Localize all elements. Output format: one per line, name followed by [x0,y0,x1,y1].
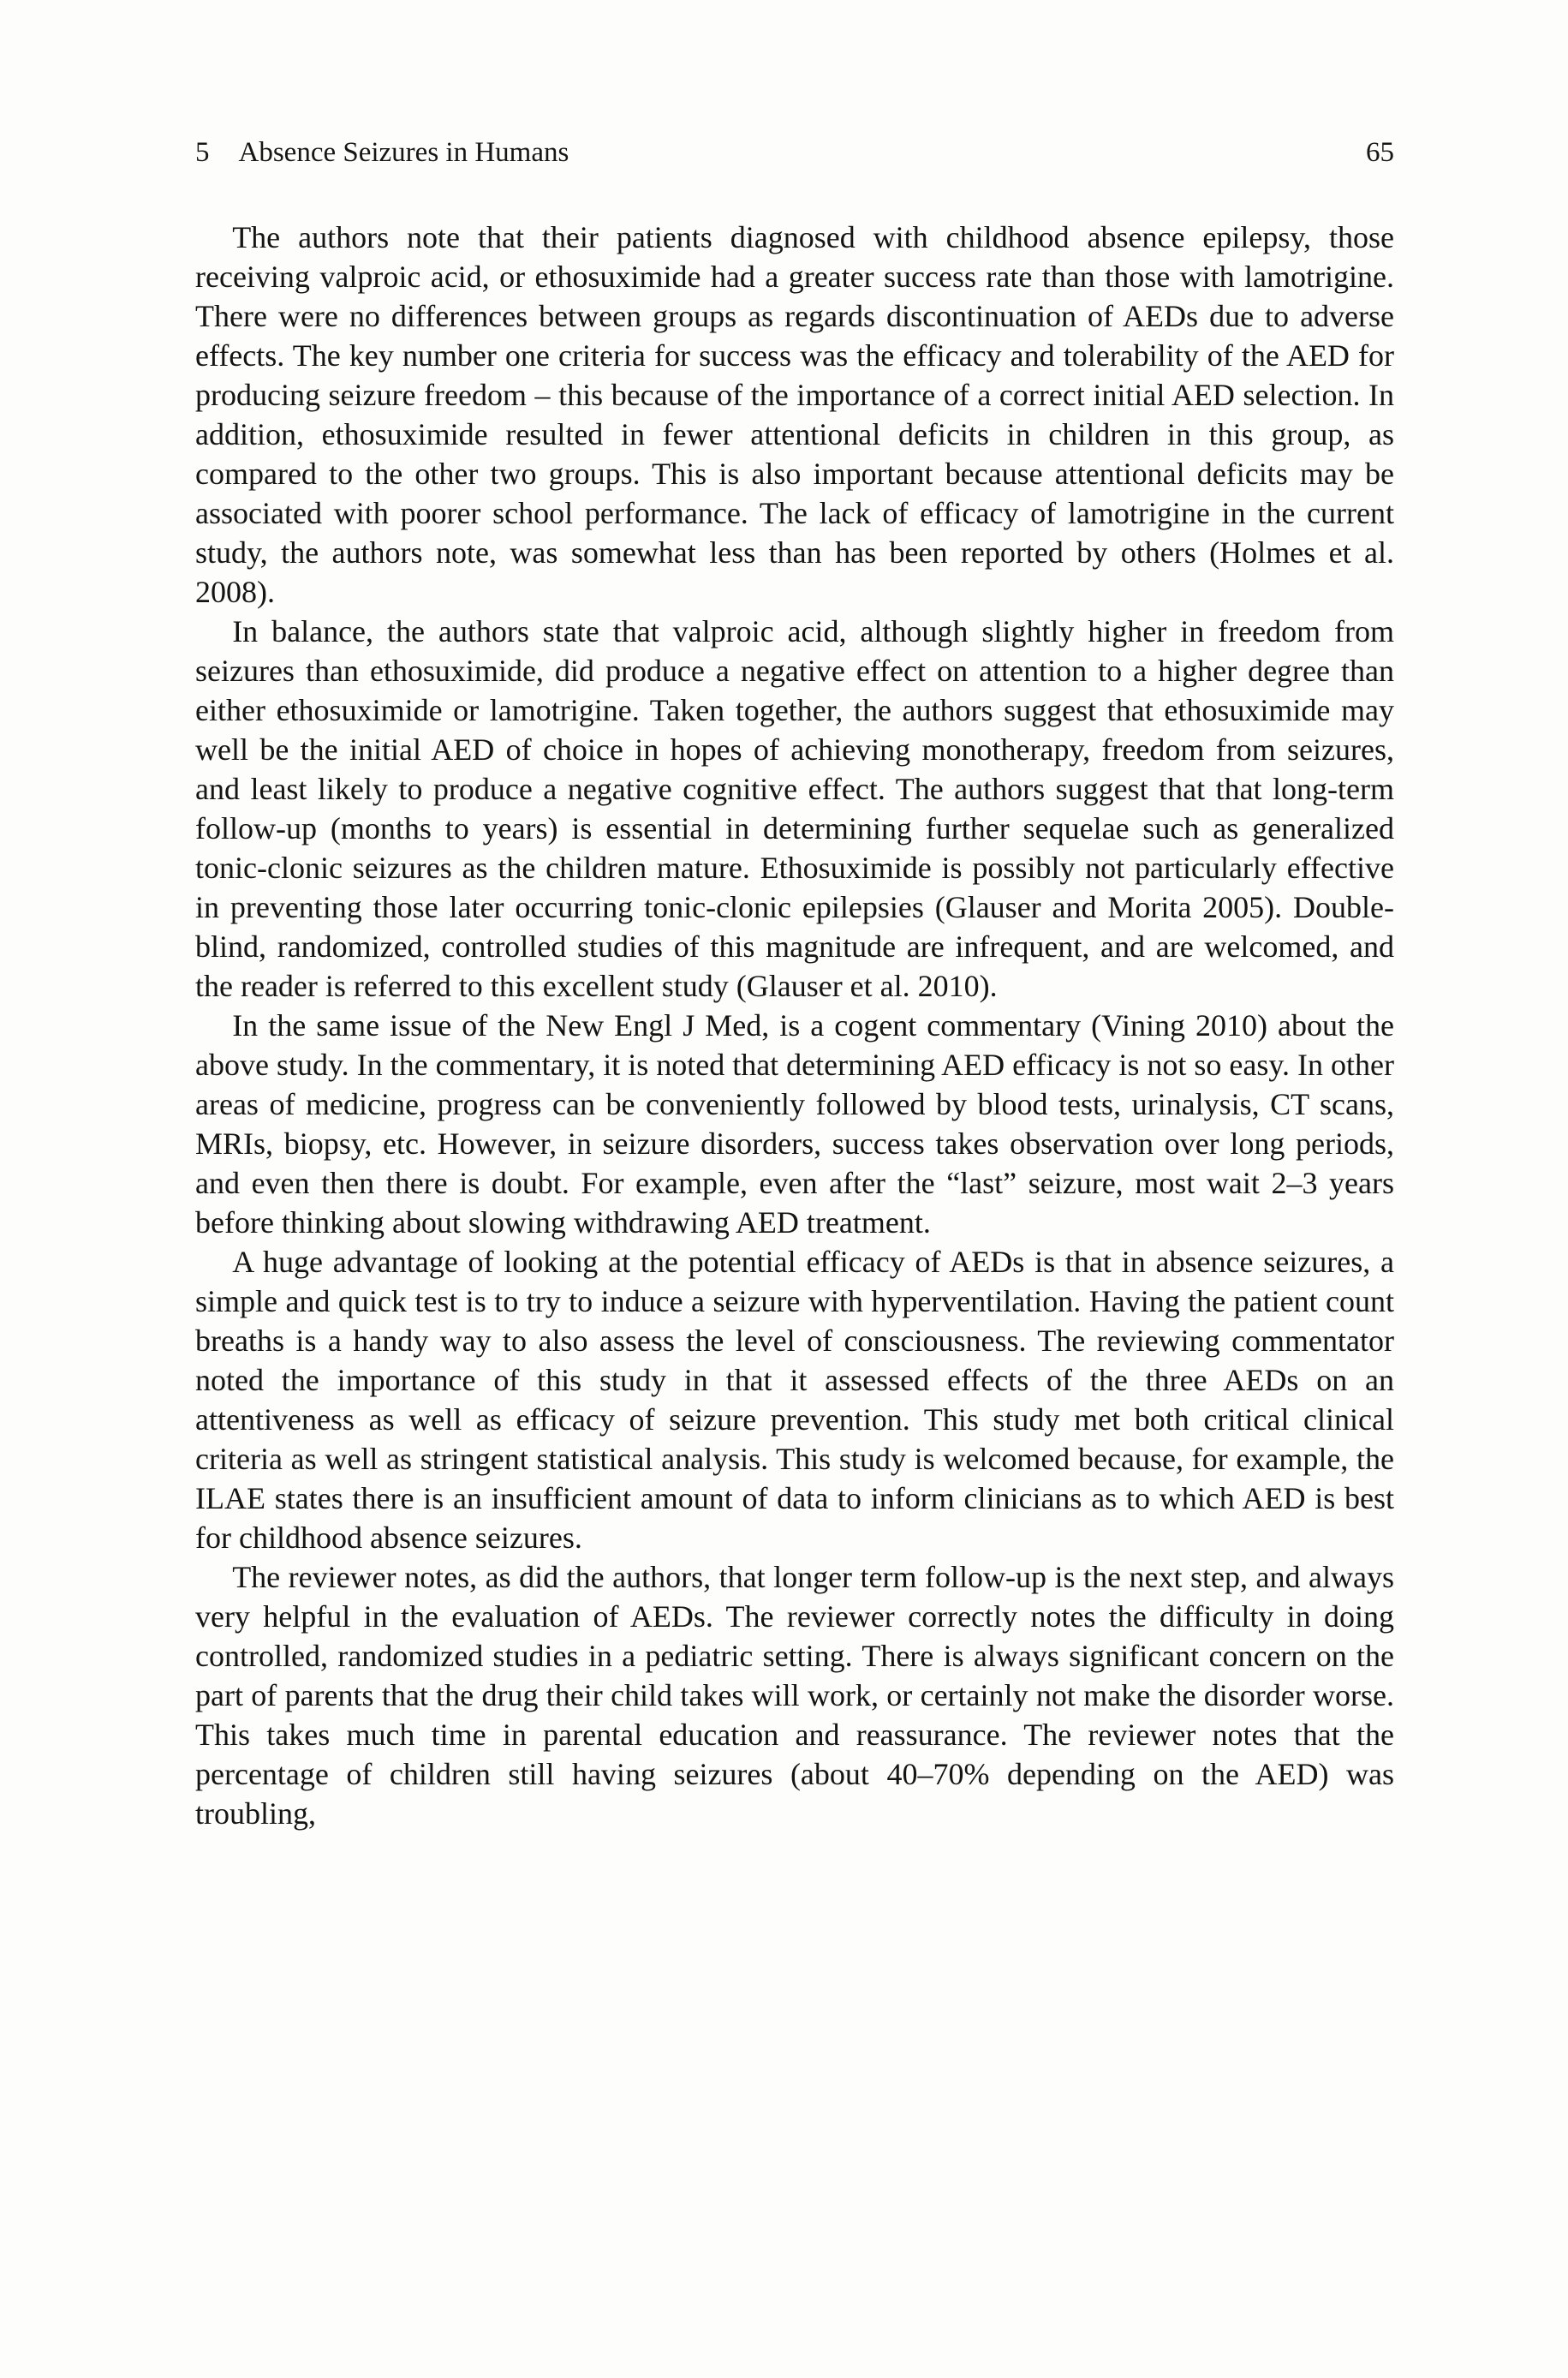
page-body [195,218,1394,1833]
paragraph-1: The authors note that their patients diagnosed with childhood absence epilepsy, those receiving valproic acid, or ethosuximide had a greater success rate than those with lamotrigine. There were no differences between groups as regards discontinuation of AEDs due to adverse effects. The key number one criteria for success was the efficacy and tolerability of the AED for producing seizure freedom – this because of the importance of a correct initial AED selection. In addition, ethosuximide resulted in fewer attentional deficits in children in this group, as compared to the other two groups. This is also important because attentional deficits may be associated with poorer school performance. The lack of efficacy of lamotrigine in the current study, the authors note, was somewhat less than has been reported by others (Holmes et al. 2008). [195,220,1394,609]
paragraph-4: A huge advantage of looking at the potential efficacy of AEDs is that in absence seizures, a simple and quick test is to try to induce a seizure with hyperventilation. Having the patient count breaths is a handy way to also assess the level of consciousness. The reviewing commentator noted the importance of this study in that it assessed effects of the three AEDs on an attentiveness as well as efficacy of seizure prevention. This study met both critical clinical criteria as well as stringent statistical analysis. This study is welcomed because, for example, the ILAE states there is an insufficient amount of data to inform clinicians as to which AED is best for childhood absence seizures. [195,1245,1394,1555]
running-header-left [195,135,569,170]
paragraph-2: In balance, the authors state that valproic acid, although slightly higher in freedom from seizures than ethosuximide, did produce a negative effect on attention to a higher degree than either ethosuximide or lamotrigine. Taken together, the authors suggest that ethosuximide may well be the initial AED of choice in hopes of achieving monotherapy, freedom from seizures, and least likely to produce a negative cognitive effect. The authors suggest that that long-term follow-up (months to years) is essential in determining further sequelae such as generalized tonic-clonic seizures as the children mature. Ethosuximide is possibly not particularly effective in preventing those later occurring tonic-clonic epilepsies (Glauser and Morita 2005). Double-blind, randomized, controlled studies of this magnitude are infrequent, and are welcomed, and the reader is referred to this excellent study (Glauser et al. 2010). [195,614,1394,1003]
paragraph-5: The reviewer notes, as did the authors, that longer term follow-up is the next step, and always very helpful in the evaluation of AEDs. The reviewer correctly notes the difficulty in doing controlled, randomized studies in a pediatric setting. There is always significant concern on the part of parents that the drug their child takes will work, or certainly not make the disorder worse. This takes much time in parental education and reassurance. The reviewer notes that the percentage of children still having seizures (about 40–70% depending on the AED) was troubling, [195,1560,1394,1831]
running-header [195,135,1394,170]
page-number: 65 [1366,137,1394,168]
paragraph-3: In the same issue of the New Engl J Med, is a cogent commentary (Vining 2010) about the above study. In the commentary, it is noted that determining AED efficacy is not so easy. In other areas of medicine, progress can be conveniently followed by blood tests, urinalysis, CT scans, MRIs, biopsy, etc. However, in seizure disorders, success takes observation over long periods, and even then there is doubt. For example, even after the “last” seizure, most wait 2–3 years before thinking about slowing withdrawing AED treatment. [195,1008,1394,1240]
chapter-title: Absence Seizures in Humans [238,137,569,168]
chapter-number: 5 [195,137,210,168]
